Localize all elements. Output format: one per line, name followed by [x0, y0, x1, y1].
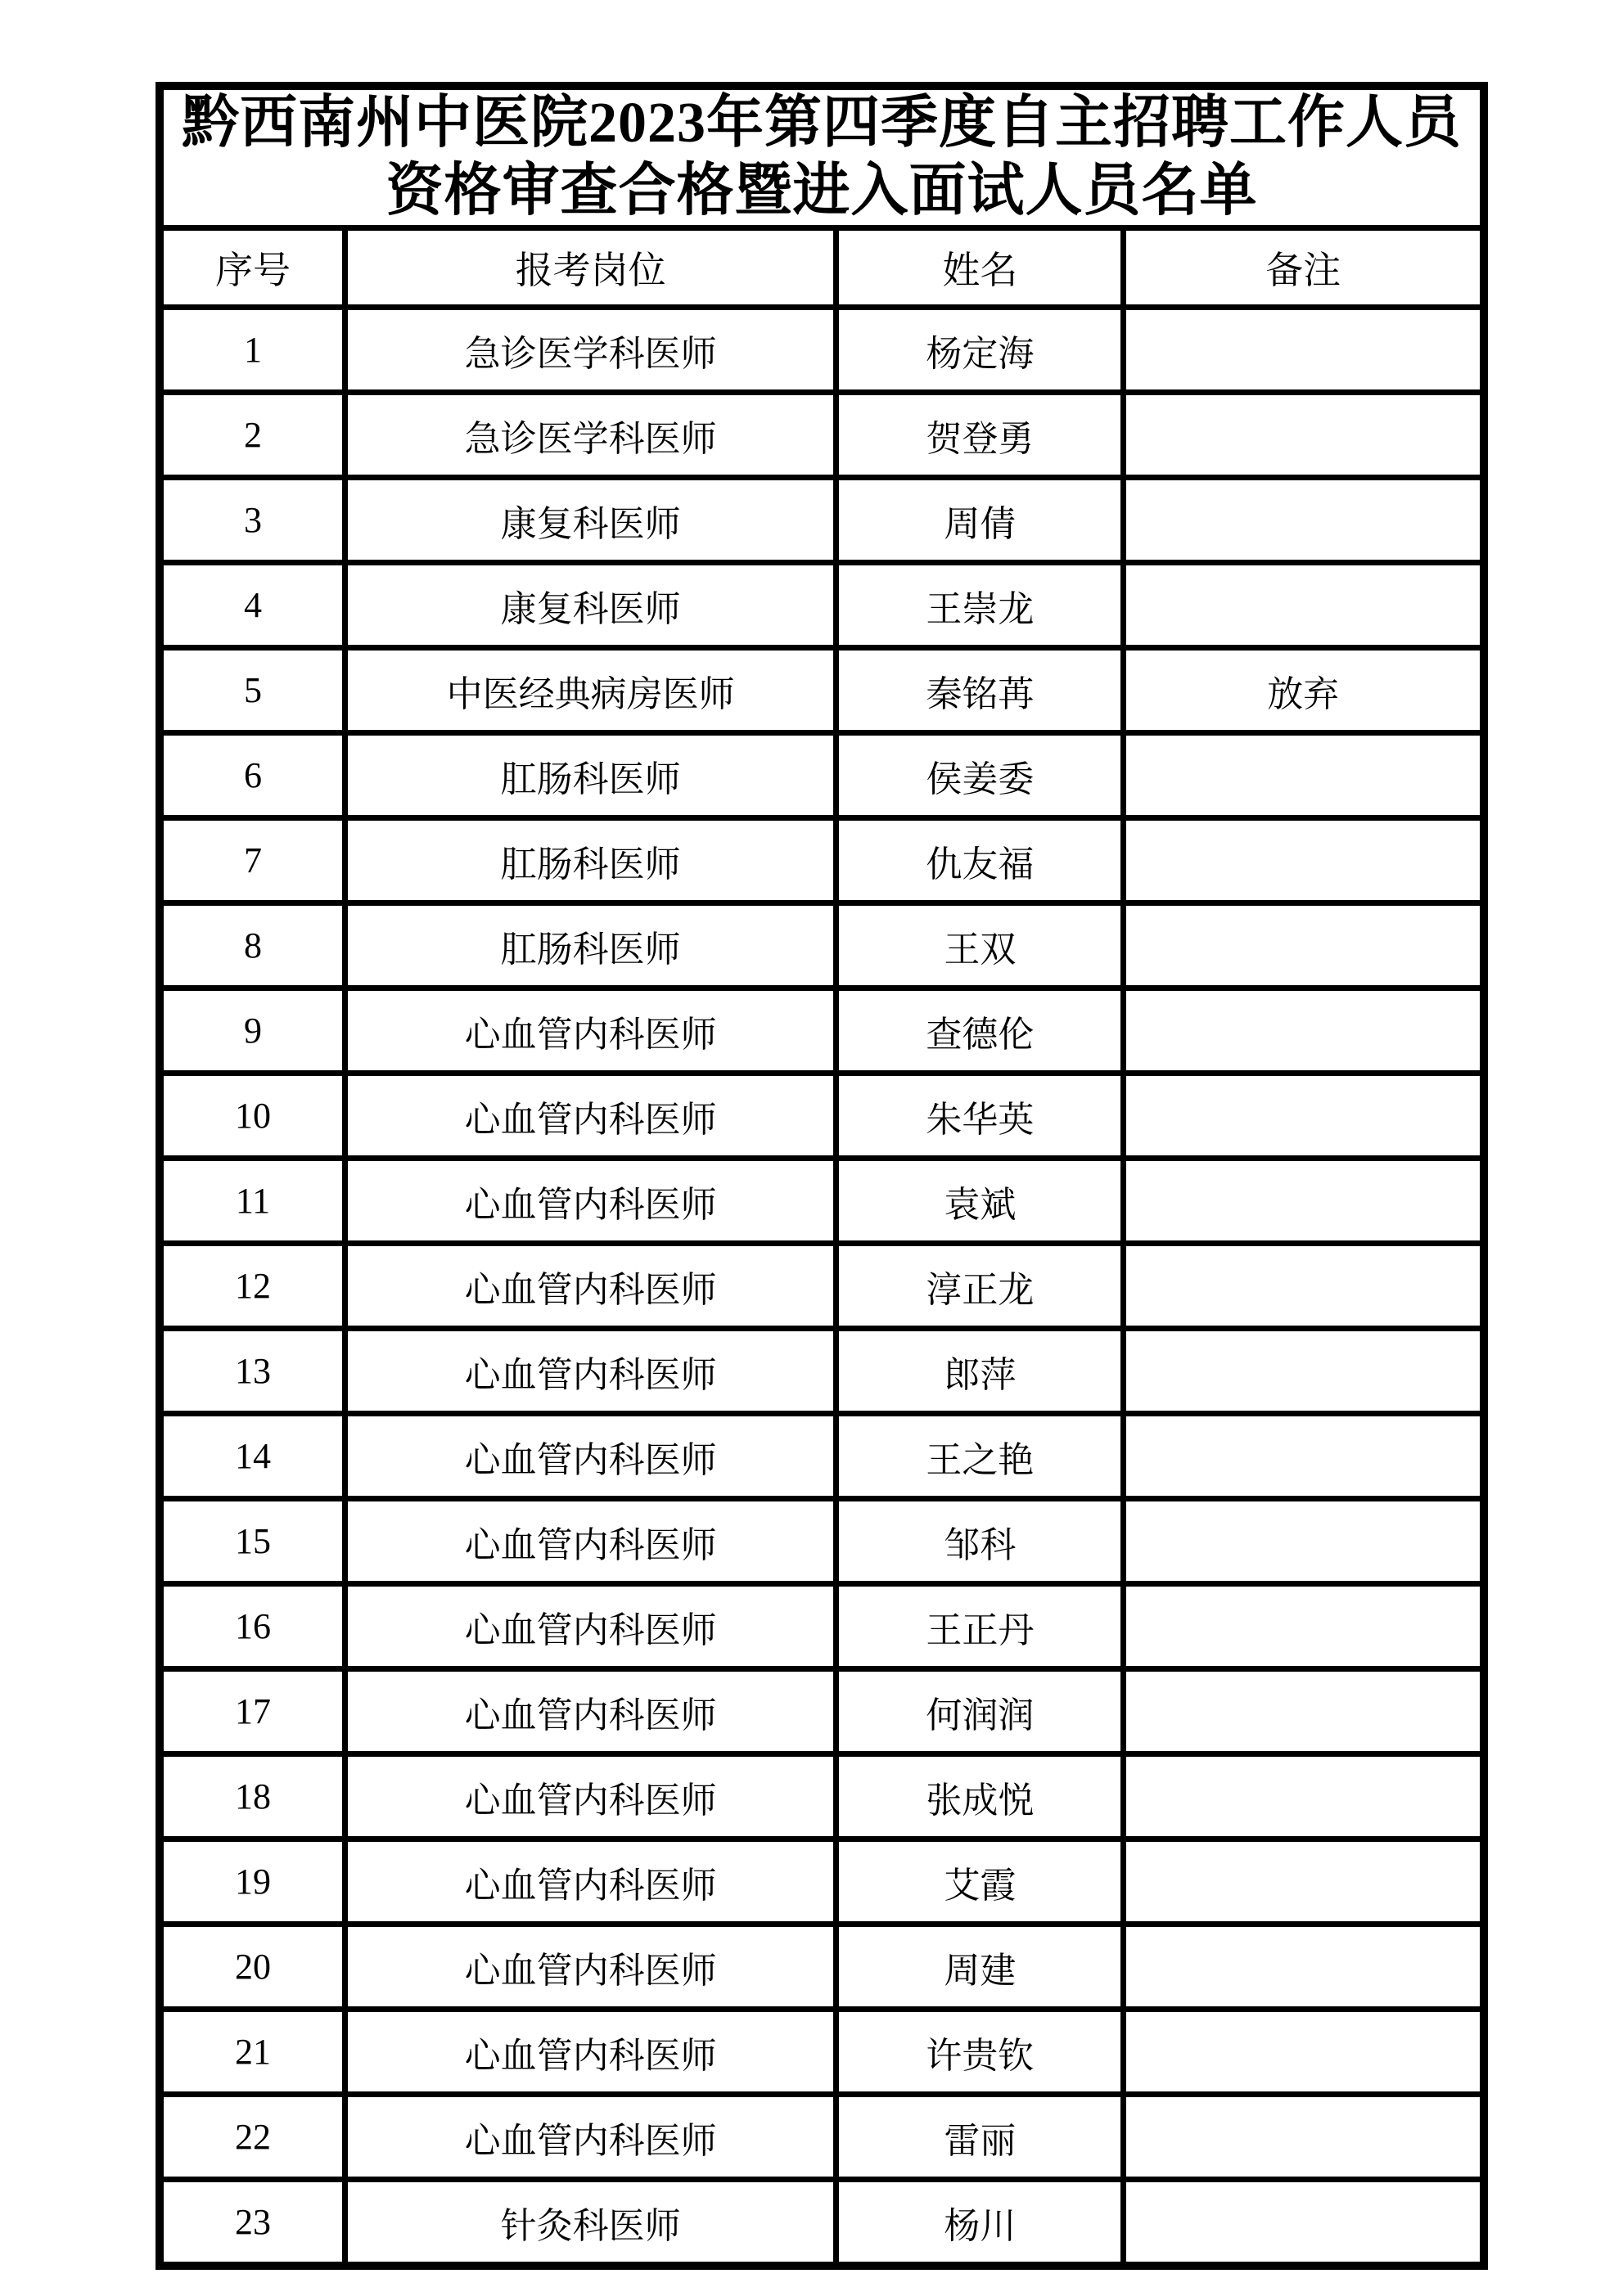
cell-name: 秦铭苒	[836, 648, 1124, 733]
table-row	[160, 2095, 1484, 2180]
roster-body	[160, 308, 1484, 2267]
cell-position: 康复科医师	[345, 478, 836, 563]
cell-position: 心血管内科医师	[345, 1414, 836, 1499]
cell-name: 周倩	[836, 478, 1124, 563]
cell-serial: 4	[160, 563, 345, 648]
cell-remark	[1124, 1925, 1484, 2010]
cell-remark	[1124, 2180, 1484, 2267]
cell-name: 杨定海	[836, 308, 1124, 393]
cell-position: 心血管内科医师	[345, 1244, 836, 1329]
table-row	[160, 733, 1484, 818]
cell-remark	[1124, 1074, 1484, 1159]
cell-name: 王正丹	[836, 1584, 1124, 1669]
cell-remark: 放弃	[1124, 648, 1484, 733]
cell-position: 肛肠科医师	[345, 818, 836, 903]
cell-name: 王之艳	[836, 1414, 1124, 1499]
cell-remark	[1124, 818, 1484, 903]
cell-name: 周建	[836, 1925, 1124, 2010]
table-row	[160, 1669, 1484, 1754]
table-row	[160, 1584, 1484, 1669]
cell-remark	[1124, 1329, 1484, 1414]
cell-name: 仇友福	[836, 818, 1124, 903]
cell-serial: 16	[160, 1584, 345, 1669]
table-row	[160, 1754, 1484, 1839]
cell-serial: 17	[160, 1669, 345, 1754]
cell-serial: 12	[160, 1244, 345, 1329]
cell-serial: 10	[160, 1074, 345, 1159]
cell-position: 康复科医师	[345, 563, 836, 648]
cell-position: 心血管内科医师	[345, 2010, 836, 2095]
cell-serial: 19	[160, 1839, 345, 1925]
cell-name: 侯姜委	[836, 733, 1124, 818]
cell-position: 心血管内科医师	[345, 1584, 836, 1669]
cell-remark	[1124, 2095, 1484, 2180]
table-row	[160, 1159, 1484, 1244]
cell-position: 心血管内科医师	[345, 2095, 836, 2180]
cell-serial: 18	[160, 1754, 345, 1839]
cell-serial: 23	[160, 2180, 345, 2267]
cell-name: 杨川	[836, 2180, 1124, 2267]
cell-remark	[1124, 903, 1484, 988]
cell-name: 郎萍	[836, 1329, 1124, 1414]
cell-remark	[1124, 1414, 1484, 1499]
cell-remark	[1124, 1839, 1484, 1925]
table-row	[160, 1925, 1484, 2010]
cell-position: 心血管内科医师	[345, 1754, 836, 1839]
cell-position: 急诊医学科医师	[345, 393, 836, 478]
table-row	[160, 1244, 1484, 1329]
cell-remark	[1124, 478, 1484, 563]
document-title: 黔西南州中医院2023年第四季度自主招聘工作人员资格审查合格暨进入面试人员名单	[160, 86, 1484, 228]
title-row	[160, 86, 1484, 228]
cell-serial: 3	[160, 478, 345, 563]
cell-position: 中医经典病房医师	[345, 648, 836, 733]
cell-serial: 9	[160, 988, 345, 1074]
cell-position: 心血管内科医师	[345, 1669, 836, 1754]
cell-serial: 7	[160, 818, 345, 903]
table-row	[160, 478, 1484, 563]
table-row	[160, 563, 1484, 648]
table-row	[160, 393, 1484, 478]
cell-position: 心血管内科医师	[345, 1925, 836, 2010]
cell-remark	[1124, 1754, 1484, 1839]
cell-position: 心血管内科医师	[345, 1074, 836, 1159]
cell-remark	[1124, 1669, 1484, 1754]
header-row	[160, 228, 1484, 308]
cell-name: 朱华英	[836, 1074, 1124, 1159]
cell-position: 针灸科医师	[345, 2180, 836, 2267]
table-row	[160, 818, 1484, 903]
cell-name: 雷丽	[836, 2095, 1124, 2180]
column-header-position: 报考岗位	[345, 228, 836, 308]
cell-name: 许贵钦	[836, 2010, 1124, 2095]
cell-serial: 11	[160, 1159, 345, 1244]
cell-serial: 22	[160, 2095, 345, 2180]
cell-name: 艾霞	[836, 1839, 1124, 1925]
cell-name: 贺登勇	[836, 393, 1124, 478]
cell-position: 心血管内科医师	[345, 988, 836, 1074]
cell-serial: 20	[160, 1925, 345, 2010]
cell-serial: 14	[160, 1414, 345, 1499]
cell-remark	[1124, 733, 1484, 818]
cell-remark	[1124, 1244, 1484, 1329]
cell-name: 何润润	[836, 1669, 1124, 1754]
cell-name: 王双	[836, 903, 1124, 988]
table-row	[160, 2180, 1484, 2267]
cell-remark	[1124, 563, 1484, 648]
table-row	[160, 1074, 1484, 1159]
cell-remark	[1124, 988, 1484, 1074]
cell-name: 张成悦	[836, 1754, 1124, 1839]
cell-serial: 21	[160, 2010, 345, 2095]
table-row	[160, 1329, 1484, 1414]
cell-position: 心血管内科医师	[345, 1499, 836, 1584]
cell-remark	[1124, 1584, 1484, 1669]
column-header-remark: 备注	[1124, 228, 1484, 308]
cell-serial: 15	[160, 1499, 345, 1584]
table-row	[160, 2010, 1484, 2095]
cell-name: 淳正龙	[836, 1244, 1124, 1329]
table-row	[160, 308, 1484, 393]
cell-position: 心血管内科医师	[345, 1159, 836, 1244]
cell-remark	[1124, 393, 1484, 478]
cell-position: 急诊医学科医师	[345, 308, 836, 393]
cell-name: 袁斌	[836, 1159, 1124, 1244]
table-row	[160, 988, 1484, 1074]
cell-name: 邹科	[836, 1499, 1124, 1584]
cell-remark	[1124, 1499, 1484, 1584]
table-row	[160, 903, 1484, 988]
cell-remark	[1124, 2010, 1484, 2095]
table-row	[160, 1499, 1484, 1584]
cell-serial: 6	[160, 733, 345, 818]
cell-position: 肛肠科医师	[345, 903, 836, 988]
roster-table	[156, 82, 1488, 2270]
cell-serial: 8	[160, 903, 345, 988]
cell-remark	[1124, 308, 1484, 393]
cell-position: 心血管内科医师	[345, 1839, 836, 1925]
cell-position: 肛肠科医师	[345, 733, 836, 818]
table-row	[160, 1839, 1484, 1925]
column-header-no: 序号	[160, 228, 345, 308]
cell-position: 心血管内科医师	[345, 1329, 836, 1414]
cell-serial: 2	[160, 393, 345, 478]
cell-name: 查德伦	[836, 988, 1124, 1074]
cell-name: 王崇龙	[836, 563, 1124, 648]
cell-remark	[1124, 1159, 1484, 1244]
cell-serial: 13	[160, 1329, 345, 1414]
cell-serial: 5	[160, 648, 345, 733]
table-row	[160, 1414, 1484, 1499]
column-header-name: 姓名	[836, 228, 1124, 308]
cell-serial: 1	[160, 308, 345, 393]
table-row	[160, 648, 1484, 733]
